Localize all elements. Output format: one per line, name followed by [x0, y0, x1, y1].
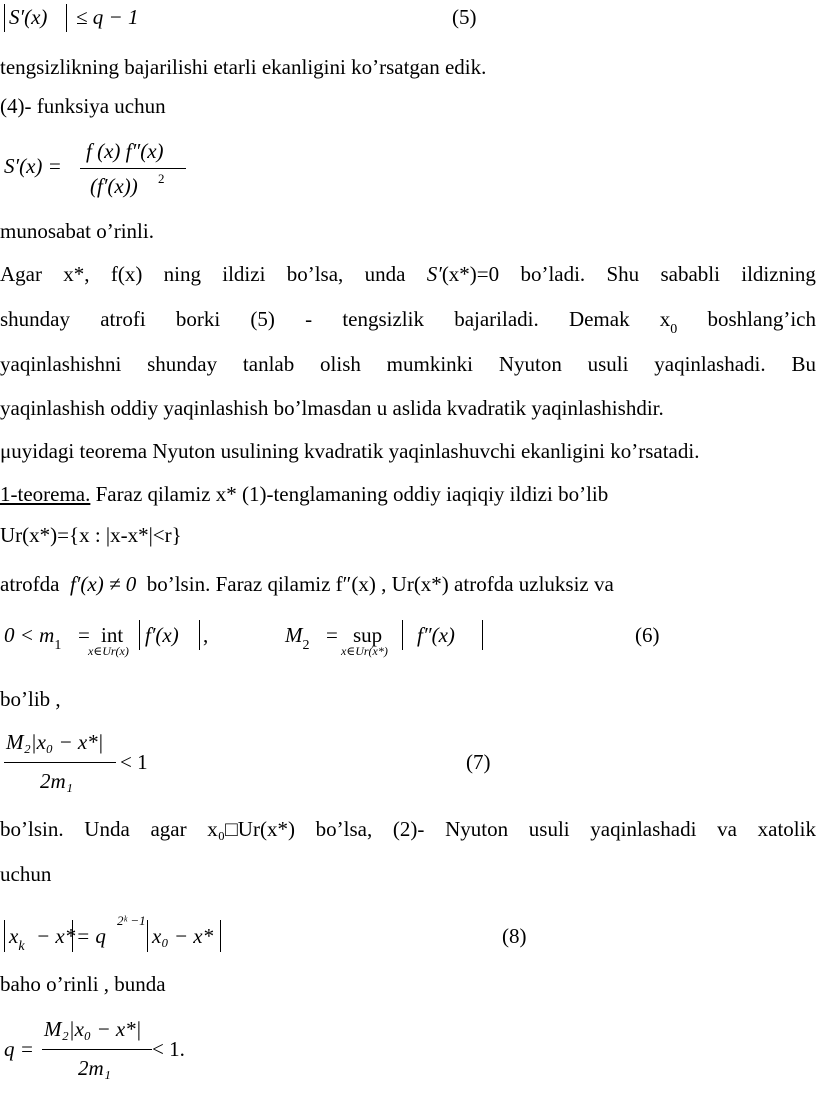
x0-minus-x-star: x₀ − x*: [152, 924, 214, 948]
theorem-text: Faraz qilamiz x* (1)-tenglamaning oddiy iaqiqiy ildizi bo’lib: [90, 482, 609, 506]
abs-bar: [147, 920, 148, 952]
eq6-number: (6): [635, 623, 660, 647]
abs-bar: [4, 920, 5, 952]
eq6-equals: =: [326, 623, 338, 647]
word: mumkinki: [386, 352, 474, 376]
paragraph: tengsizlikning bajarilishi etarli ekanligini ko’rsatgan edik.: [0, 55, 487, 79]
word: bo’lsin.: [0, 817, 64, 841]
word: Demak: [568, 307, 630, 331]
word: ning: [163, 262, 201, 286]
justified-line: [0, 354, 816, 375]
paragraph: (4)- funksiya uchun: [0, 94, 166, 118]
inf-operator: int: [101, 623, 124, 647]
q-relation: < 1.: [152, 1037, 185, 1061]
paragraph: yaqinlashish oddiy yaqinlashish bo’lmasdan u aslida kvadratik yaqinlashishdir.: [0, 396, 664, 420]
sup-subscript: x∈Ur(x*): [341, 644, 388, 658]
fraction-bar: [80, 168, 186, 169]
word: va: [717, 817, 737, 841]
eq5-lhs: S′(x): [9, 5, 48, 29]
word: ildizning: [741, 262, 816, 286]
subscript: k: [18, 939, 25, 954]
word: x₀□Ur(x*): [207, 817, 295, 841]
word: yaqinlashadi.: [654, 352, 766, 376]
word: bo’ladi.: [520, 262, 586, 286]
justified-line: [0, 264, 816, 285]
word: [427, 264, 499, 285]
x-var: x: [9, 924, 19, 948]
neighborhood-def: Ur(x*)={x : |x-x*|<r}: [0, 523, 182, 547]
eq-s-denominator: (f′(x)): [90, 174, 138, 198]
q-denominator: 2m₁: [78, 1056, 111, 1080]
text: bo’lsin. Faraz qilamiz f″(x) , Ur(x*) atrofda uzluksiz va: [146, 572, 614, 596]
word: Unda: [84, 817, 130, 841]
paragraph: uchun: [0, 862, 52, 886]
s-prime: S′: [426, 262, 442, 286]
word: f(x): [110, 262, 143, 286]
word: Shu: [606, 262, 640, 286]
word: borki: [175, 307, 221, 331]
paragraph: μuyidagi teorema Nyuton usulining kvadratik yaqinlashuvchi ekanligini ko’rsatadi.: [0, 439, 700, 463]
word: unda: [364, 262, 406, 286]
eq5-number: (5): [452, 5, 477, 29]
f-double-prime-x: f″(x): [417, 623, 455, 647]
word: Nyuton: [445, 817, 509, 841]
abs-bar: [66, 4, 67, 32]
inf-subscript: x∈Ur(x): [88, 644, 129, 658]
word: usuli: [528, 817, 570, 841]
sup-operator: sup: [353, 623, 383, 647]
subscript: 1: [54, 638, 62, 653]
word: atrofi: [100, 307, 146, 331]
paragraph: munosabat o’rinli.: [0, 219, 154, 243]
justified-line: [0, 307, 816, 337]
abs-bar: [199, 620, 200, 650]
word: xatolik: [757, 817, 816, 841]
xk: [9, 924, 25, 954]
subscript: 2: [302, 638, 310, 653]
q-lhs: q =: [4, 1037, 34, 1061]
eq7-numerator: M₂|x₀ − x*|: [6, 730, 104, 754]
word: Bu: [791, 352, 816, 376]
fraction-bar: [42, 1049, 152, 1050]
eq-s-power: 2: [158, 171, 165, 186]
word: boshlang’ich: [707, 307, 816, 331]
word: sababli: [660, 262, 720, 286]
abs-bar: [4, 4, 5, 32]
theorem-line: [0, 484, 608, 505]
equals-q: = q: [76, 924, 106, 948]
paragraph-line: [0, 574, 614, 595]
word: usuli: [587, 352, 629, 376]
q-numerator: M₂|x₀ − x*|: [44, 1017, 142, 1041]
word: shunday: [147, 352, 218, 376]
paragraph: baho o’rinli , bunda: [0, 972, 166, 996]
eq6-m2: [285, 623, 310, 653]
abs-bar: [139, 620, 140, 650]
word: -: [305, 307, 313, 331]
m-capital: M: [285, 623, 303, 647]
m1-lhs: 0 < m: [4, 623, 55, 647]
word: atrofda: [0, 572, 60, 596]
comma: ,: [203, 623, 209, 647]
word: (x*)=0: [441, 262, 500, 286]
word: bo’lsa,: [315, 817, 373, 841]
fraction-bar: [4, 762, 116, 763]
word: bo’lsa,: [286, 262, 344, 286]
eq8-number: (8): [502, 924, 527, 948]
eq7-denominator: 2m₁: [40, 769, 73, 793]
eq7-number: (7): [466, 750, 491, 774]
eq6-left: [4, 623, 62, 653]
eq5-rel: ≤ q − 1: [76, 5, 139, 29]
word: ildizi: [222, 262, 266, 286]
word: tengsizlik: [342, 307, 424, 331]
q-exponent: 2ᵏ −1: [117, 913, 146, 928]
minus-x-star: − x*: [36, 924, 76, 948]
abs-bar: [72, 920, 73, 952]
word: [659, 307, 678, 337]
eq-s-numerator: f (x) f″(x): [86, 139, 164, 163]
x-var: x: [659, 307, 671, 331]
word: shunday: [0, 307, 70, 331]
word: olish: [320, 352, 361, 376]
subscript: 0: [670, 322, 678, 337]
word: (2)-: [392, 817, 425, 841]
eq7-relation: < 1: [120, 750, 148, 774]
abs-bar: [402, 620, 403, 650]
eq-s-lhs: S′(x) =: [4, 154, 62, 178]
f-prime-x: f′(x): [145, 623, 179, 647]
word: bajariladi.: [454, 307, 539, 331]
justified-line: [0, 819, 816, 840]
word: x*,: [63, 262, 90, 286]
f-prime-condition: f′(x) ≠ 0: [69, 572, 137, 596]
abs-bar: [482, 620, 483, 650]
word: yaqinlashishni: [0, 352, 122, 376]
word: Agar: [0, 262, 42, 286]
paragraph: bo’lib ,: [0, 687, 61, 711]
theorem-heading: 1-teorema.: [0, 482, 91, 506]
word: yaqinlashadi: [590, 817, 697, 841]
abs-bar: [220, 920, 221, 952]
word: agar: [150, 817, 187, 841]
word: tanlab: [242, 352, 295, 376]
eq6-equals: =: [78, 623, 90, 647]
word: Nyuton: [498, 352, 562, 376]
word: (5): [250, 307, 275, 331]
